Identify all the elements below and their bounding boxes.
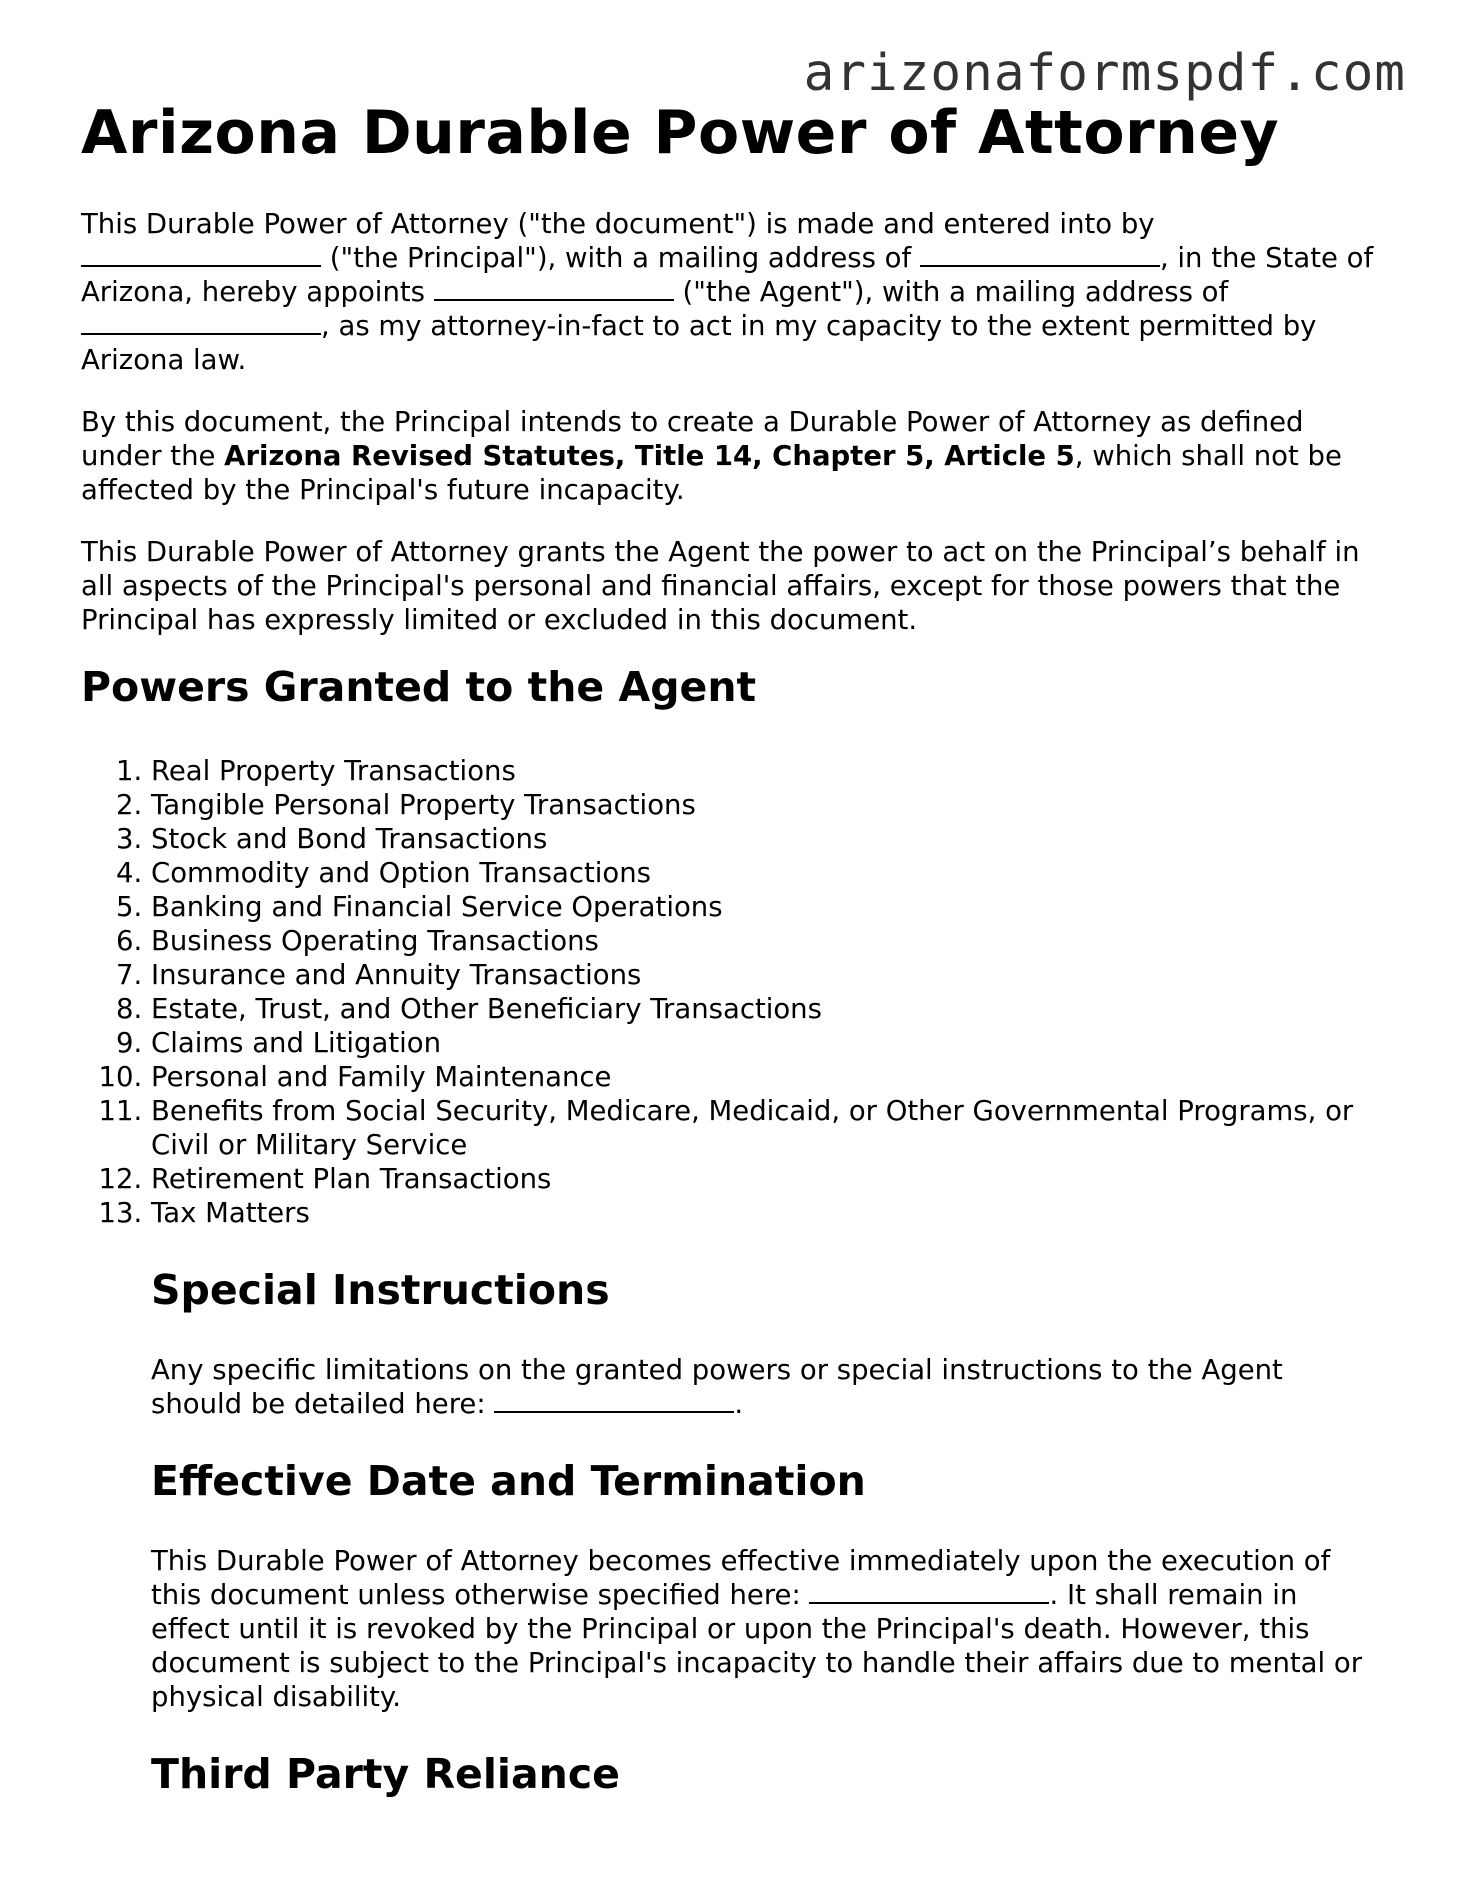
list-item: 12. Retirement Plan Transactions [151,1162,1381,1196]
list-item: 4. Commodity and Option Transactions [151,856,1381,890]
intro-text-4: ("the Agent"), with a mailing address of [673,276,1229,309]
statute-paragraph [81,405,1381,507]
scope-paragraph: This Durable Power of Attorney grants the Agent the power to act on the Principal’s behalf in all aspects of the Principal's personal and financial affairs, except for those powers that the Principal has expressly limited or excluded in this document. [81,536,1360,637]
effective-text-1: This Durable Power of Attorney becomes effective immediately upon the execution of this document unless otherwise specified here: [151,1545,1331,1612]
list-item: 11. Benefits from Social Security, Medicare, Medicaid, or Other Governmental Programs, or Civil or Military Service [151,1094,1381,1162]
list-item: 9. Claims and Litigation [151,1026,1381,1060]
statute-text-1: By this document, the Principal intends to create a Durable Power of Attorney as defined under the [81,406,1304,473]
effective-date-heading: Effective Date and Termination [151,1457,866,1506]
list-item: 13. Tax Matters [151,1196,1381,1230]
list-item: 1. Real Property Transactions [151,754,1381,788]
powers-heading: Powers Granted to the Agent [81,663,757,712]
list-item: 6. Business Operating Transactions [151,924,1381,958]
list-item: 2. Tangible Personal Property Transactions [151,788,1381,822]
document-page [81,100,1381,1838]
list-item: 8. Estate, Trust, and Other Beneficiary Transactions [151,992,1381,1026]
statute-text-2: , which shall not be affected by the Principal's future incapacity. [81,440,1342,507]
special-text-1: Any specific limitations on the granted powers or special instructions to the Agent should be detailed here: [151,1354,1283,1421]
agent-address-blank[interactable] [81,311,321,335]
effective-date-paragraph [151,1544,1381,1714]
intro-text-2: ("the Principal"), with a mailing address of [321,242,920,275]
special-instructions-paragraph [151,1353,1381,1421]
intro-text-1: This Durable Power of Attorney ("the document") is made and entered into by [81,208,1155,241]
statute-reference: Arizona Revised Statutes, Title 14, Chapter 5, Article 5 [224,440,1075,473]
special-text-2: . [734,1388,744,1421]
document-title: Arizona Durable Power of Attorney [81,98,1280,168]
effective-text-2: . It shall remain in effect until it is revoked by the Principal or upon the Principal's death. However, this document is subject to the Principal's incapacity to handle their affairs due to mental or physical disability. [151,1579,1363,1714]
special-instructions-heading: Special Instructions [151,1266,610,1315]
powers-list [81,754,1381,1230]
effective-date-blank[interactable] [809,1580,1049,1604]
special-instructions-blank[interactable] [494,1389,734,1413]
third-party-reliance-heading: Third Party Reliance [151,1750,620,1799]
list-item: 5. Banking and Financial Service Operations [151,890,1381,924]
list-item: 7. Insurance and Annuity Transactions [151,958,1381,992]
list-item: 3. Stock and Bond Transactions [151,822,1381,856]
intro-text-5: , as my attorney-in-fact to act in my capacity to the extent permitted by Arizona law. [81,310,1317,377]
intro-paragraph [81,207,1381,377]
list-item: 10. Personal and Family Maintenance [151,1060,1381,1094]
agent-name-blank[interactable] [434,277,674,301]
subsections [151,1268,1381,1797]
principal-name-blank[interactable] [81,243,321,267]
intro-text-3: , in the State of Arizona, hereby appoints [81,242,1374,309]
watermark: arizonaformspdf.com [803,44,1406,103]
principal-address-blank[interactable] [920,243,1160,267]
